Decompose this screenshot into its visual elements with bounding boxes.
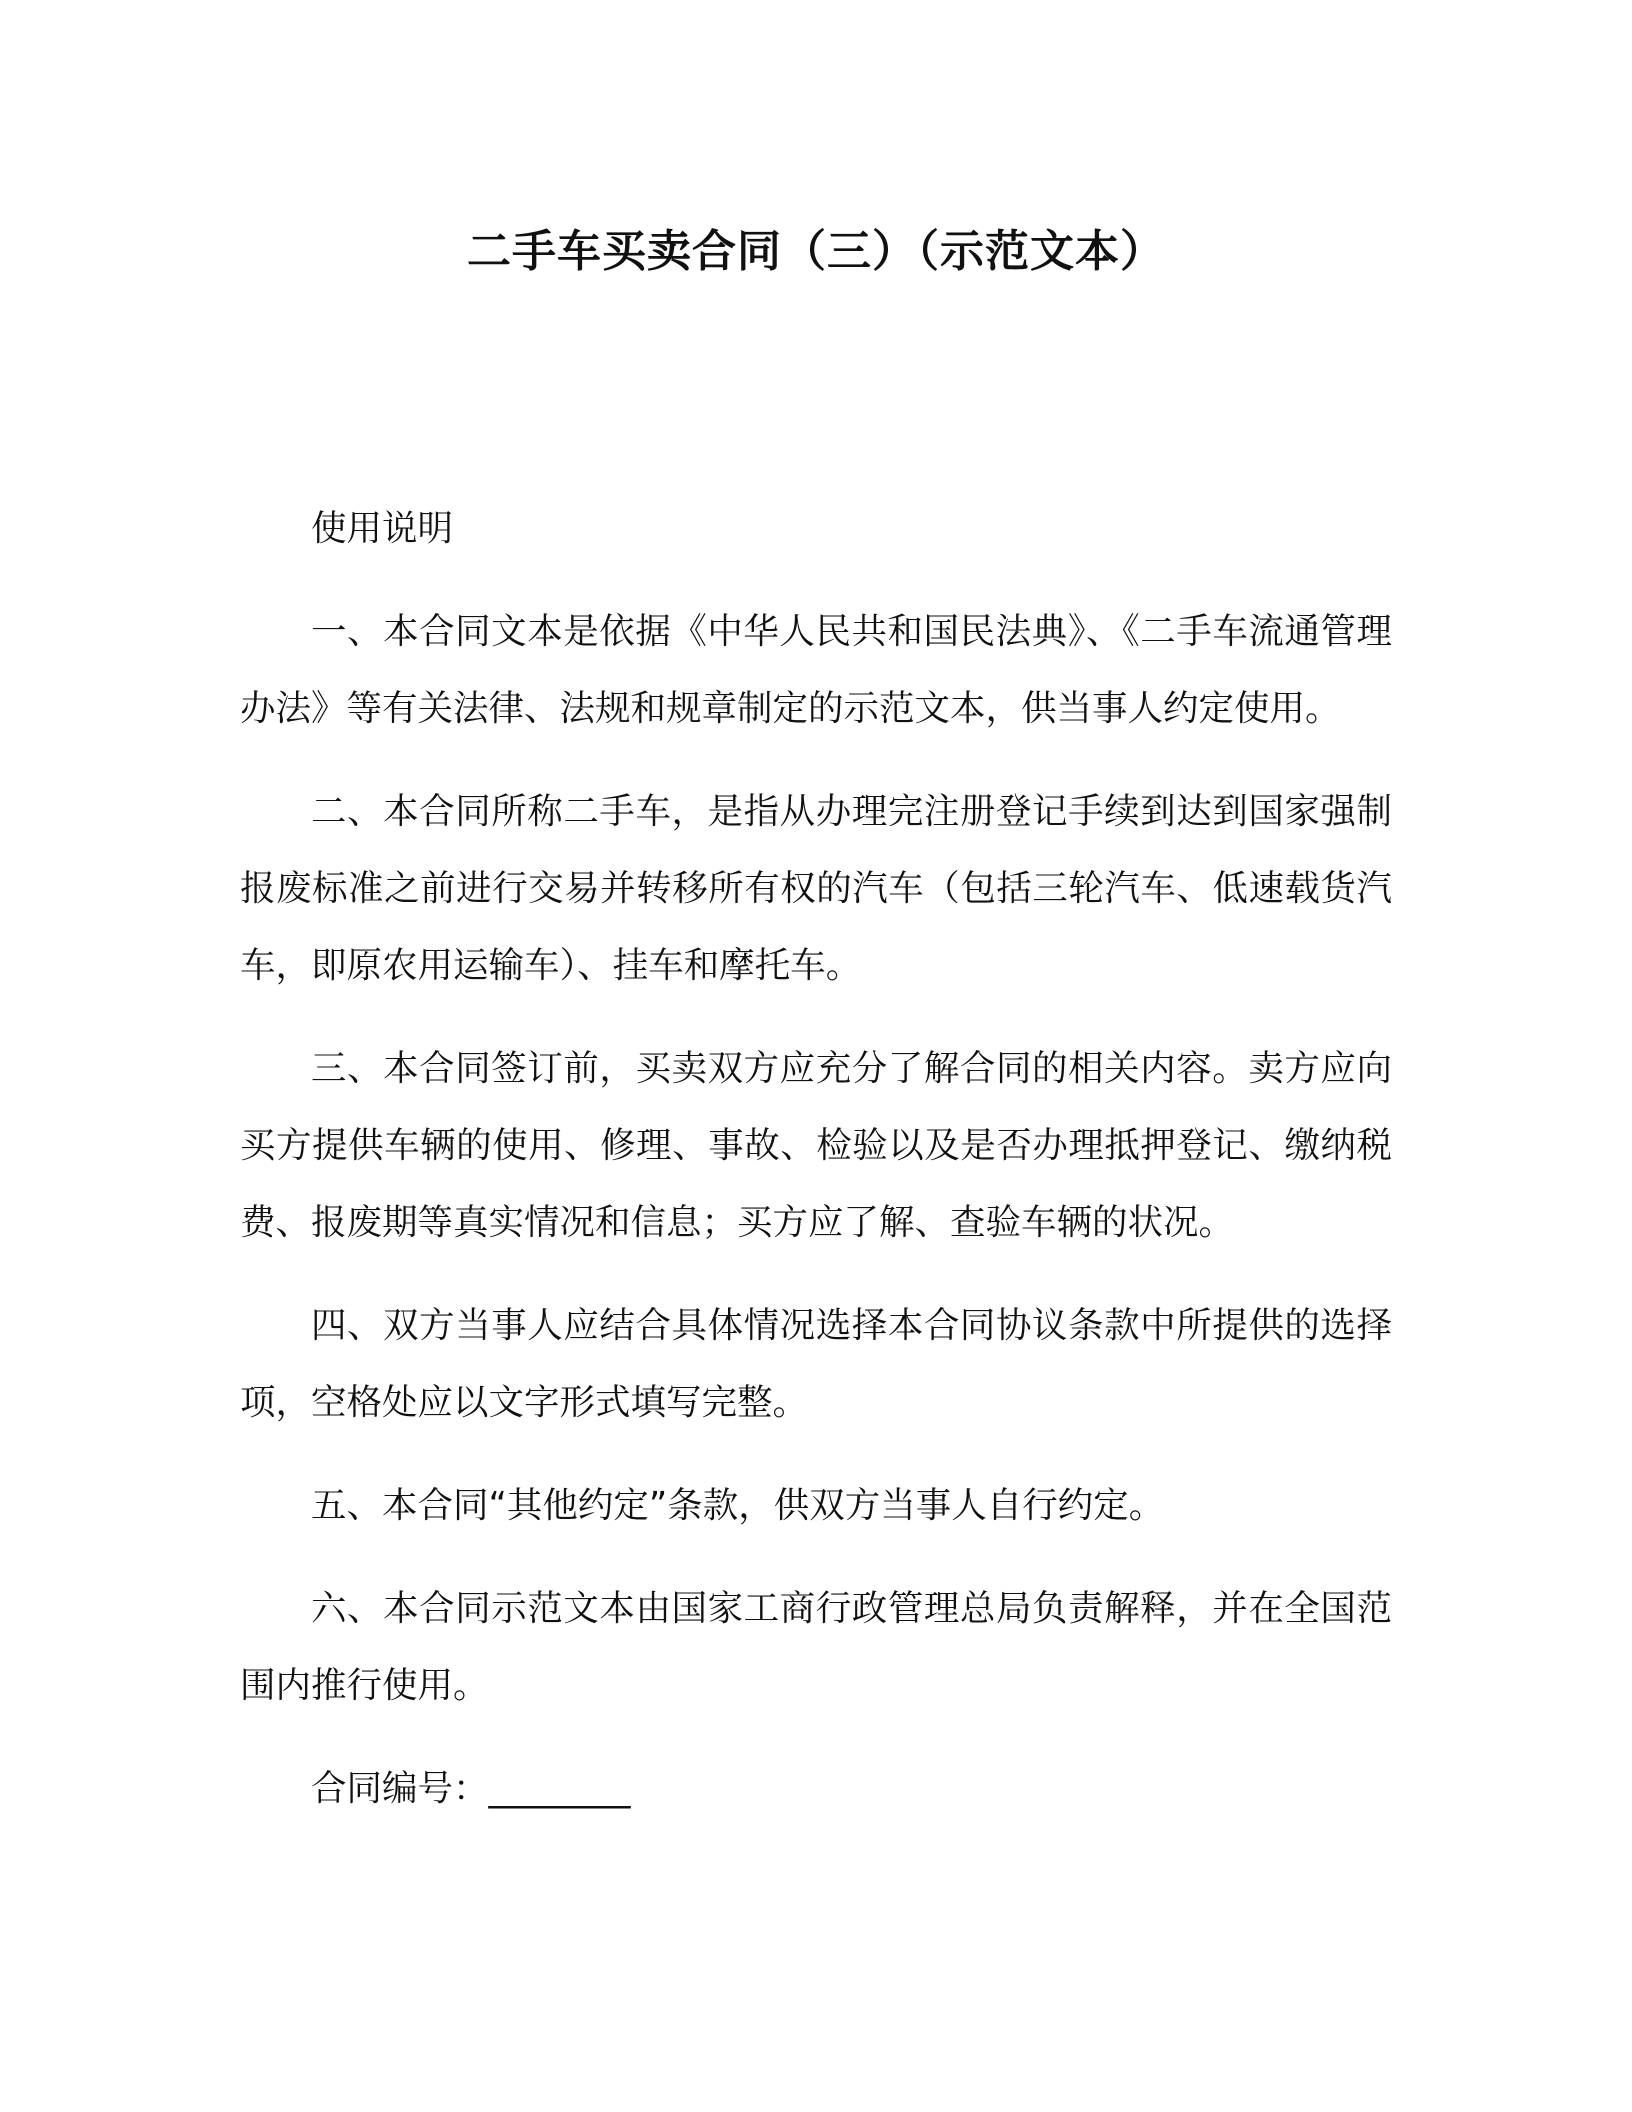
paragraph-1: 一、本合同文本是依据《中华人民共和国民法典》、《二手车流通管理办法》等有关法律、法规和规章制定的示范文本，供当事人约定使用。 xyxy=(240,611,1392,729)
paragraph-2: 二、本合同所称二手车，是指从办理完注册登记手续到达到国家强制报废标准之前进行交易并转移所有权的汽车（包括三轮汽车、低速载货汽车，即原农用运输车）、挂车和摩托车。 xyxy=(240,791,1392,986)
paragraph-4: 四、双方当事人应结合具体情况选择本合同协议条款中所提供的选择项，空格处应以文字形式填写完整。 xyxy=(240,1305,1392,1423)
usage-heading: 使用说明 xyxy=(311,508,454,549)
document-body xyxy=(240,490,1392,1827)
document-title: 二手车买卖合同（三）（示范文本） xyxy=(467,226,1165,277)
paragraph-3: 三、本合同签订前，买卖双方应充分了解合同的相关内容。卖方应向买方提供车辆的使用、修理、事故、检验以及是否办理抵押登记、缴纳税费、报废期等真实情况和信息；买方应了解、查验车辆的状况。 xyxy=(240,1048,1392,1243)
contract-number-line: 合同编号：________ xyxy=(311,1768,631,1809)
paragraph-5: 五、本合同“其他约定”条款，供双方当事人自行约定。 xyxy=(311,1485,1165,1526)
paragraph-6: 六、本合同示范文本由国家工商行政管理总局负责解释，并在全国范围内推行使用。 xyxy=(240,1588,1392,1706)
